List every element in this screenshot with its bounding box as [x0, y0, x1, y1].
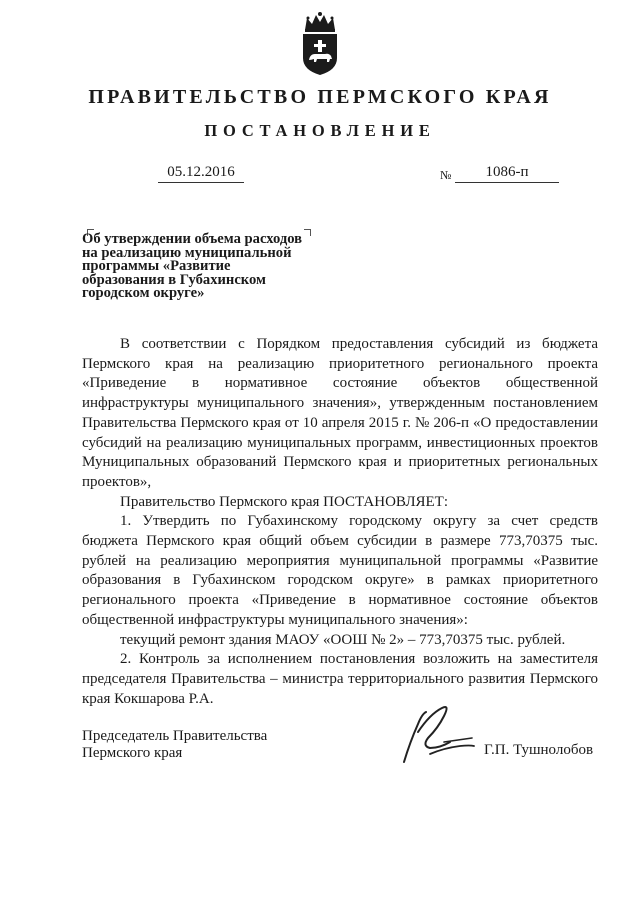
handwritten-signature-icon: [400, 702, 486, 768]
clause-2-paragraph: 2. Контроль за исполнением постановления возложить на заместителя председателя Правительства – министра территориального развития Пермского края Кокшарова Р.А.: [82, 651, 598, 707]
repair-item-paragraph: текущий ремонт здания МАОУ «ООШ № 2» – 773,70375 тыс. рублей.: [120, 631, 566, 648]
subject-line: программы «Развитие: [82, 258, 231, 275]
document-subject: [82, 233, 322, 301]
resolves-paragraph: Правительство Пермского края ПОСТАНОВЛЯЕТ:: [120, 493, 449, 510]
signer-position-line: Председатель Правительства: [82, 728, 268, 744]
perm-krai-coat-of-arms-icon: [297, 10, 343, 76]
subject-line: на реализацию муниципальной: [82, 244, 292, 261]
document-date: 05.12.2016: [158, 164, 244, 183]
clause-1-paragraph: 1. Утвердить по Губахинскому городскому округу за счет средств бюджета Пермского края общий объем субсидии в размере 773,70375 тыс. рублей на реализацию мероприятия муниципальной программы «Развитие образования в Губахинском городском округе» в рамках приоритетного регионального проекта «Приведение в нормативное состояние объектов общественной инфраструктуры муниципального значения»:: [82, 513, 598, 628]
preamble-paragraph: В соответствии с Порядком предоставления субсидий из бюджета Пермского края на реализацию приоритетного регионального проекта «Приведение в нормативное состояние объектов общественной инфраструктуры муниципального значения», утвержденным постановлением Правительства Пермского края от 10 апреля 2015 г. № 206-п «О предоставлении субсидий на реализацию муниципальных программ, инвестиционных проектов Муниципальных образований Пермского края и приоритетных региональных проектов»,: [82, 336, 598, 490]
subject-line: Об утверждении объема расходов: [82, 231, 303, 247]
signer-name: Г.П. Тушнолобов: [484, 742, 594, 758]
signer-position: [82, 728, 267, 762]
signer-position-line: Пермского края: [82, 745, 183, 761]
subject-line: городском округе»: [82, 285, 205, 302]
number-label: №: [440, 168, 452, 182]
document-body: [82, 335, 598, 709]
government-title: ПРАВИТЕЛЬСТВО ПЕРМСКОГО КРАЯ: [88, 86, 552, 108]
subject-line: образования в Губахинском: [82, 271, 266, 288]
document-number: 1086-п: [455, 164, 559, 183]
document-type: ПОСТАНОВЛЕНИЕ: [204, 121, 436, 140]
